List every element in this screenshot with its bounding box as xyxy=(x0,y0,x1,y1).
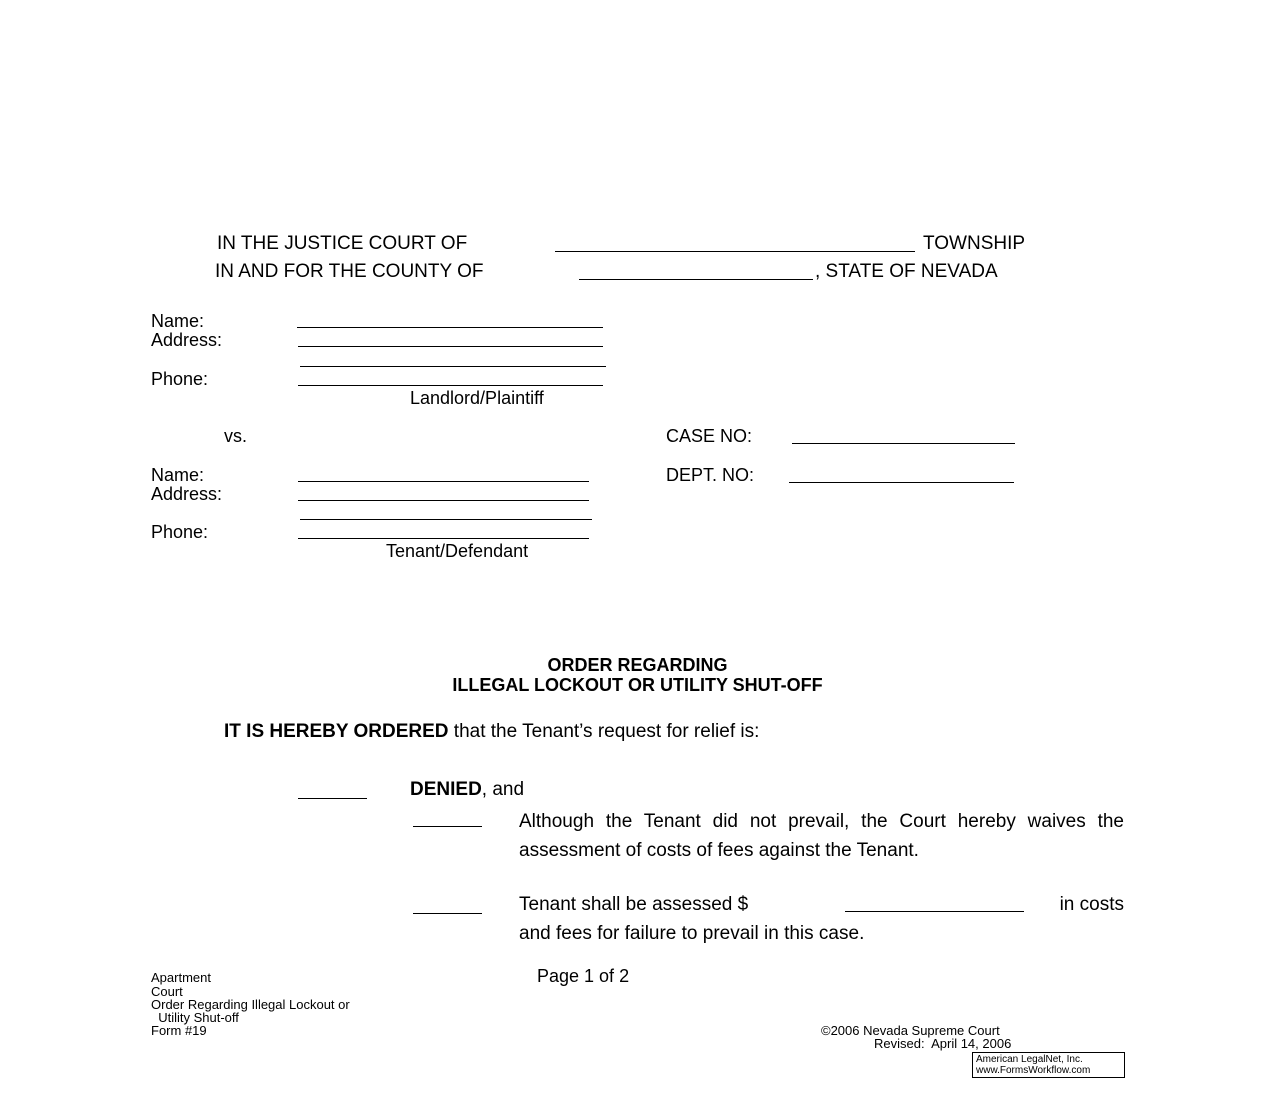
denied-bold: DENIED xyxy=(410,779,482,800)
order-title-line1: ORDER REGARDING xyxy=(547,655,728,675)
county-suffix: , STATE OF NEVADA xyxy=(815,261,998,282)
footer-left-4: Utility Shut-off xyxy=(151,1010,239,1025)
plaintiff-address-blank-1[interactable] xyxy=(298,346,603,347)
plaintiff-phone-blank[interactable] xyxy=(298,385,603,386)
defendant-name-label: Name: xyxy=(151,465,205,485)
assess-costs-blank[interactable] xyxy=(413,913,482,914)
waive-costs-blank[interactable] xyxy=(413,826,482,827)
defendant-address-blank-2[interactable] xyxy=(300,519,592,520)
plaintiff-name-blank[interactable] xyxy=(297,327,603,328)
footer-left-5: Form #19 xyxy=(151,1023,207,1038)
court-prefix: IN THE JUSTICE COURT OF xyxy=(217,233,468,254)
defendant-address-blank-1[interactable] xyxy=(298,500,589,501)
court-suffix: TOWNSHIP xyxy=(923,233,1026,254)
footer-left-2: Court xyxy=(151,984,183,999)
court-line xyxy=(217,233,467,255)
versus-label: vs. xyxy=(224,426,248,446)
stamp-line1: American LegalNet, Inc. xyxy=(976,1054,1083,1065)
assess-prefix: Tenant shall be assessed $ xyxy=(519,894,749,915)
dept-no-label: DEPT. NO: xyxy=(666,465,755,485)
defendant-phone-label: Phone: xyxy=(151,522,209,542)
defendant-phone-blank[interactable] xyxy=(298,538,589,539)
case-no-blank[interactable] xyxy=(792,443,1015,444)
county-blank[interactable] xyxy=(579,279,813,280)
plaintiff-phone-label: Phone: xyxy=(151,369,209,389)
revised-date: Revised: April 14, 2006 xyxy=(874,1036,1012,1051)
page-number: Page 1 of 2 xyxy=(537,966,630,986)
order-lead-bold: IT IS HEREBY ORDERED xyxy=(224,721,449,742)
defendant-role-label: Tenant/Defendant xyxy=(386,541,529,561)
township-blank[interactable] xyxy=(555,251,915,252)
defendant-address-label: Address: xyxy=(151,484,223,504)
plaintiff-role-label: Landlord/Plaintiff xyxy=(410,388,544,408)
denied-option xyxy=(410,779,524,801)
order-title-line2: ILLEGAL LOCKOUT OR UTILITY SHUT-OFF xyxy=(452,675,823,695)
denied-rest: , and xyxy=(481,779,525,800)
denied-checkbox-blank[interactable] xyxy=(298,798,367,799)
order-lead xyxy=(224,721,759,743)
plaintiff-address-label: Address: xyxy=(151,330,223,350)
waive-costs-text: Although the Tenant did not prevail, the Court hereby waives the assessment of costs of fees against the Tenant. xyxy=(519,811,1124,861)
assess-suffix: in costs xyxy=(1059,894,1124,915)
copyright: ©2006 Nevada Supreme Court xyxy=(821,1023,1000,1038)
plaintiff-name-label: Name: xyxy=(151,311,205,331)
american-legalnet-stamp xyxy=(972,1052,1125,1078)
plaintiff-address-blank-2[interactable] xyxy=(300,366,606,367)
defendant-name-blank[interactable] xyxy=(298,481,589,482)
case-no-label: CASE NO: xyxy=(666,426,753,446)
footer-left-1: Apartment xyxy=(151,970,211,985)
assess-amount-blank[interactable] xyxy=(845,911,1024,912)
assess-line2: and fees for failure to prevail in this case. xyxy=(519,923,865,944)
order-lead-rest: that the Tenant’s request for relief is: xyxy=(448,721,760,742)
stamp-line2: www.FormsWorkflow.com xyxy=(976,1065,1091,1076)
county-prefix: IN AND FOR THE COUNTY OF xyxy=(215,261,484,282)
dept-no-blank[interactable] xyxy=(789,482,1014,483)
footer-left-3: Order Regarding Illegal Lockout or xyxy=(151,997,350,1012)
